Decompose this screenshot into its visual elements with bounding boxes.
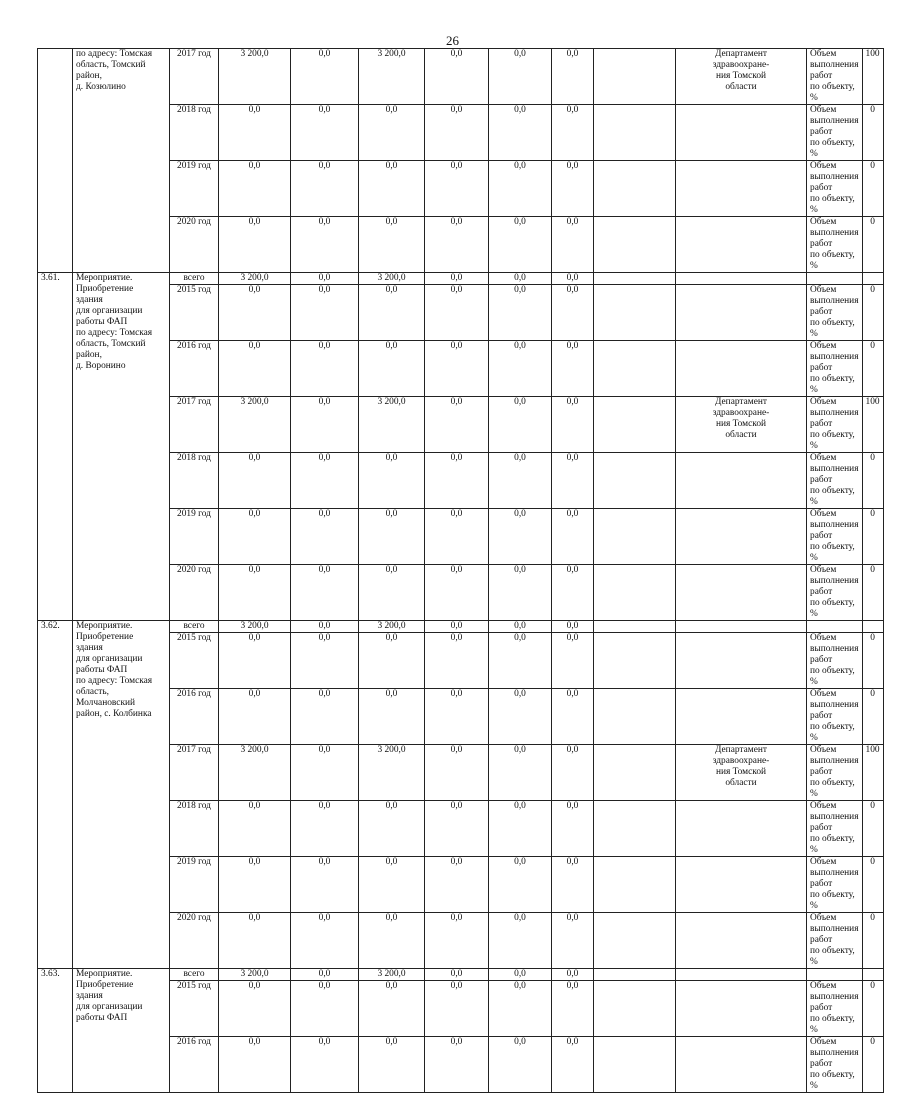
indicator-value-cell <box>862 969 883 981</box>
offbudget-cell: 0,0 <box>489 273 552 285</box>
department-cell <box>676 161 807 217</box>
local-cell: 0,0 <box>425 397 489 453</box>
department-cell <box>676 105 807 161</box>
indicator-cell: Объем выполнения работ по объекту, % <box>807 397 863 453</box>
other-cell: 0,0 <box>552 509 594 565</box>
total-cell: 0,0 <box>219 981 291 1037</box>
regional-cell: 0,0 <box>359 801 425 857</box>
regional-cell: 0,0 <box>359 453 425 509</box>
period-cell: 2019 год <box>170 509 219 565</box>
federal-cell: 0,0 <box>291 621 359 633</box>
spacer-cell <box>594 273 676 285</box>
period-cell: 2020 год <box>170 913 219 969</box>
offbudget-cell: 0,0 <box>489 621 552 633</box>
local-cell: 0,0 <box>425 49 489 105</box>
department-cell: Департамент здравоохране- ния Томской области <box>676 745 807 801</box>
spacer-cell <box>594 621 676 633</box>
period-cell: 2016 год <box>170 1037 219 1093</box>
federal-cell: 0,0 <box>291 161 359 217</box>
offbudget-cell: 0,0 <box>489 341 552 397</box>
department-cell <box>676 913 807 969</box>
item-description: Мероприятие. Приобретение здания для организации работы ФАП <box>73 969 170 1093</box>
indicator-cell: Объем выполнения работ по объекту, % <box>807 285 863 341</box>
period-cell: 2017 год <box>170 745 219 801</box>
period-cell: 2018 год <box>170 801 219 857</box>
local-cell: 0,0 <box>425 621 489 633</box>
offbudget-cell: 0,0 <box>489 161 552 217</box>
local-cell: 0,0 <box>425 857 489 913</box>
offbudget-cell: 0,0 <box>489 453 552 509</box>
spacer-cell <box>594 217 676 273</box>
indicator-value-cell: 0 <box>862 801 883 857</box>
other-cell: 0,0 <box>552 565 594 621</box>
total-cell: 0,0 <box>219 453 291 509</box>
item-description: Мероприятие. Приобретение здания для организации работы ФАП по адресу: Томская область, Томский район, д. Воронино <box>73 273 170 621</box>
indicator-value-cell: 100 <box>862 49 883 105</box>
local-cell: 0,0 <box>425 105 489 161</box>
regional-cell: 0,0 <box>359 285 425 341</box>
offbudget-cell: 0,0 <box>489 913 552 969</box>
spacer-cell <box>594 745 676 801</box>
offbudget-cell: 0,0 <box>489 509 552 565</box>
federal-cell: 0,0 <box>291 745 359 801</box>
department-cell <box>676 801 807 857</box>
period-cell: всего <box>170 969 219 981</box>
indicator-value-cell: 0 <box>862 857 883 913</box>
indicator-cell <box>807 621 863 633</box>
spacer-cell <box>594 801 676 857</box>
table-row <box>38 969 884 981</box>
page-number: 26 <box>446 33 459 48</box>
indicator-cell: Объем выполнения работ по объекту, % <box>807 509 863 565</box>
spacer-cell <box>594 565 676 621</box>
indicator-value-cell: 0 <box>862 1037 883 1093</box>
department-cell <box>676 217 807 273</box>
regional-cell: 3 200,0 <box>359 969 425 981</box>
offbudget-cell: 0,0 <box>489 969 552 981</box>
federal-cell: 0,0 <box>291 453 359 509</box>
federal-cell: 0,0 <box>291 633 359 689</box>
local-cell: 0,0 <box>425 981 489 1037</box>
indicator-value-cell: 0 <box>862 105 883 161</box>
regional-cell: 3 200,0 <box>359 273 425 285</box>
regional-cell: 0,0 <box>359 105 425 161</box>
spacer-cell <box>594 913 676 969</box>
offbudget-cell: 0,0 <box>489 801 552 857</box>
period-cell: 2020 год <box>170 565 219 621</box>
regional-cell: 0,0 <box>359 1037 425 1093</box>
period-cell: 2018 год <box>170 453 219 509</box>
local-cell: 0,0 <box>425 161 489 217</box>
regional-cell: 0,0 <box>359 633 425 689</box>
regional-cell: 0,0 <box>359 161 425 217</box>
total-cell: 0,0 <box>219 689 291 745</box>
item-number: 3.61. <box>38 273 73 621</box>
offbudget-cell: 0,0 <box>489 565 552 621</box>
table-row <box>38 273 884 285</box>
local-cell: 0,0 <box>425 689 489 745</box>
indicator-value-cell: 0 <box>862 217 883 273</box>
indicator-cell: Объем выполнения работ по объекту, % <box>807 105 863 161</box>
spacer-cell <box>594 453 676 509</box>
other-cell: 0,0 <box>552 49 594 105</box>
other-cell: 0,0 <box>552 745 594 801</box>
period-cell: 2017 год <box>170 49 219 105</box>
spacer-cell <box>594 1037 676 1093</box>
regional-cell: 3 200,0 <box>359 621 425 633</box>
department-cell <box>676 1037 807 1093</box>
other-cell: 0,0 <box>552 217 594 273</box>
other-cell: 0,0 <box>552 161 594 217</box>
total-cell: 3 200,0 <box>219 621 291 633</box>
item-number <box>38 49 73 273</box>
federal-cell: 0,0 <box>291 689 359 745</box>
indicator-cell: Объем выполнения работ по объекту, % <box>807 981 863 1037</box>
period-cell: всего <box>170 621 219 633</box>
indicator-value-cell: 0 <box>862 913 883 969</box>
total-cell: 0,0 <box>219 341 291 397</box>
regional-cell: 3 200,0 <box>359 745 425 801</box>
offbudget-cell: 0,0 <box>489 105 552 161</box>
indicator-value-cell: 0 <box>862 633 883 689</box>
federal-cell: 0,0 <box>291 397 359 453</box>
spacer-cell <box>594 857 676 913</box>
other-cell: 0,0 <box>552 621 594 633</box>
item-description: Мероприятие. Приобретение здания для организации работы ФАП по адресу: Томская область, Молчановский район, с. Колбинка <box>73 621 170 969</box>
federal-cell: 0,0 <box>291 1037 359 1093</box>
total-cell: 0,0 <box>219 161 291 217</box>
table-row <box>38 621 884 633</box>
federal-cell: 0,0 <box>291 285 359 341</box>
period-cell: 2018 год <box>170 105 219 161</box>
spacer-cell <box>594 981 676 1037</box>
department-cell <box>676 273 807 285</box>
period-cell: 2019 год <box>170 857 219 913</box>
table-body <box>38 49 884 1093</box>
federal-cell: 0,0 <box>291 105 359 161</box>
department-cell <box>676 341 807 397</box>
total-cell: 0,0 <box>219 633 291 689</box>
other-cell: 0,0 <box>552 273 594 285</box>
total-cell: 0,0 <box>219 285 291 341</box>
federal-cell: 0,0 <box>291 969 359 981</box>
spacer-cell <box>594 341 676 397</box>
federal-cell: 0,0 <box>291 857 359 913</box>
total-cell: 0,0 <box>219 857 291 913</box>
total-cell: 0,0 <box>219 913 291 969</box>
spacer-cell <box>594 49 676 105</box>
local-cell: 0,0 <box>425 453 489 509</box>
federal-cell: 0,0 <box>291 273 359 285</box>
other-cell: 0,0 <box>552 981 594 1037</box>
program-table <box>37 48 884 1093</box>
spacer-cell <box>594 969 676 981</box>
department-cell <box>676 509 807 565</box>
regional-cell: 3 200,0 <box>359 49 425 105</box>
spacer-cell <box>594 633 676 689</box>
total-cell: 3 200,0 <box>219 273 291 285</box>
offbudget-cell: 0,0 <box>489 397 552 453</box>
indicator-cell: Объем выполнения работ по объекту, % <box>807 857 863 913</box>
period-cell: 2015 год <box>170 981 219 1037</box>
regional-cell: 0,0 <box>359 341 425 397</box>
other-cell: 0,0 <box>552 689 594 745</box>
department-cell <box>676 689 807 745</box>
indicator-value-cell: 0 <box>862 453 883 509</box>
department-cell: Департамент здравоохране- ния Томской области <box>676 49 807 105</box>
period-cell: 2019 год <box>170 161 219 217</box>
indicator-cell: Объем выполнения работ по объекту, % <box>807 633 863 689</box>
other-cell: 0,0 <box>552 1037 594 1093</box>
indicator-value-cell: 0 <box>862 565 883 621</box>
federal-cell: 0,0 <box>291 217 359 273</box>
other-cell: 0,0 <box>552 285 594 341</box>
regional-cell: 0,0 <box>359 981 425 1037</box>
period-cell: 2016 год <box>170 341 219 397</box>
total-cell: 3 200,0 <box>219 49 291 105</box>
department-cell <box>676 453 807 509</box>
indicator-cell: Объем выполнения работ по объекту, % <box>807 217 863 273</box>
spacer-cell <box>594 689 676 745</box>
local-cell: 0,0 <box>425 801 489 857</box>
local-cell: 0,0 <box>425 285 489 341</box>
federal-cell: 0,0 <box>291 801 359 857</box>
indicator-value-cell: 0 <box>862 341 883 397</box>
local-cell: 0,0 <box>425 565 489 621</box>
indicator-value-cell: 100 <box>862 745 883 801</box>
regional-cell: 0,0 <box>359 913 425 969</box>
other-cell: 0,0 <box>552 453 594 509</box>
other-cell: 0,0 <box>552 341 594 397</box>
indicator-value-cell: 100 <box>862 397 883 453</box>
department-cell: Департамент здравоохране- ния Томской области <box>676 397 807 453</box>
federal-cell: 0,0 <box>291 509 359 565</box>
indicator-value-cell: 0 <box>862 161 883 217</box>
regional-cell: 0,0 <box>359 689 425 745</box>
spacer-cell <box>594 397 676 453</box>
local-cell: 0,0 <box>425 969 489 981</box>
spacer-cell <box>594 285 676 341</box>
other-cell: 0,0 <box>552 913 594 969</box>
indicator-cell <box>807 969 863 981</box>
indicator-cell: Объем выполнения работ по объекту, % <box>807 801 863 857</box>
local-cell: 0,0 <box>425 745 489 801</box>
total-cell: 0,0 <box>219 217 291 273</box>
local-cell: 0,0 <box>425 341 489 397</box>
indicator-cell: Объем выполнения работ по объекту, % <box>807 161 863 217</box>
total-cell: 0,0 <box>219 509 291 565</box>
offbudget-cell: 0,0 <box>489 689 552 745</box>
period-cell: 2017 год <box>170 397 219 453</box>
indicator-cell: Объем выполнения работ по объекту, % <box>807 689 863 745</box>
local-cell: 0,0 <box>425 509 489 565</box>
local-cell: 0,0 <box>425 913 489 969</box>
spacer-cell <box>594 161 676 217</box>
department-cell <box>676 285 807 341</box>
indicator-cell: Объем выполнения работ по объекту, % <box>807 745 863 801</box>
regional-cell: 3 200,0 <box>359 397 425 453</box>
period-cell: 2016 год <box>170 689 219 745</box>
item-description: по адресу: Томская область, Томский район, д. Козюлино <box>73 49 170 273</box>
indicator-cell: Объем выполнения работ по объекту, % <box>807 1037 863 1093</box>
period-cell: всего <box>170 273 219 285</box>
item-number: 3.62. <box>38 621 73 969</box>
federal-cell: 0,0 <box>291 49 359 105</box>
department-cell <box>676 633 807 689</box>
total-cell: 3 200,0 <box>219 745 291 801</box>
offbudget-cell: 0,0 <box>489 633 552 689</box>
indicator-cell: Объем выполнения работ по объекту, % <box>807 49 863 105</box>
other-cell: 0,0 <box>552 969 594 981</box>
regional-cell: 0,0 <box>359 217 425 273</box>
other-cell: 0,0 <box>552 397 594 453</box>
department-cell <box>676 857 807 913</box>
period-cell: 2015 год <box>170 633 219 689</box>
other-cell: 0,0 <box>552 633 594 689</box>
period-cell: 2020 год <box>170 217 219 273</box>
department-cell <box>676 621 807 633</box>
department-cell <box>676 981 807 1037</box>
offbudget-cell: 0,0 <box>489 857 552 913</box>
spacer-cell <box>594 509 676 565</box>
local-cell: 0,0 <box>425 1037 489 1093</box>
indicator-cell: Объем выполнения работ по объекту, % <box>807 913 863 969</box>
total-cell: 3 200,0 <box>219 397 291 453</box>
federal-cell: 0,0 <box>291 913 359 969</box>
indicator-cell: Объем выполнения работ по объекту, % <box>807 453 863 509</box>
local-cell: 0,0 <box>425 633 489 689</box>
item-number: 3.63. <box>38 969 73 1093</box>
regional-cell: 0,0 <box>359 857 425 913</box>
local-cell: 0,0 <box>425 273 489 285</box>
offbudget-cell: 0,0 <box>489 1037 552 1093</box>
federal-cell: 0,0 <box>291 341 359 397</box>
indicator-value-cell: 0 <box>862 509 883 565</box>
total-cell: 0,0 <box>219 565 291 621</box>
offbudget-cell: 0,0 <box>489 285 552 341</box>
indicator-cell: Объем выполнения работ по объекту, % <box>807 565 863 621</box>
offbudget-cell: 0,0 <box>489 745 552 801</box>
department-cell <box>676 565 807 621</box>
indicator-value-cell <box>862 621 883 633</box>
indicator-value-cell: 0 <box>862 285 883 341</box>
indicator-value-cell: 0 <box>862 981 883 1037</box>
total-cell: 0,0 <box>219 801 291 857</box>
offbudget-cell: 0,0 <box>489 217 552 273</box>
federal-cell: 0,0 <box>291 565 359 621</box>
other-cell: 0,0 <box>552 801 594 857</box>
local-cell: 0,0 <box>425 217 489 273</box>
spacer-cell <box>594 105 676 161</box>
regional-cell: 0,0 <box>359 565 425 621</box>
other-cell: 0,0 <box>552 105 594 161</box>
total-cell: 0,0 <box>219 105 291 161</box>
offbudget-cell: 0,0 <box>489 981 552 1037</box>
department-cell <box>676 969 807 981</box>
total-cell: 3 200,0 <box>219 969 291 981</box>
offbudget-cell: 0,0 <box>489 49 552 105</box>
indicator-cell: Объем выполнения работ по объекту, % <box>807 341 863 397</box>
table-row <box>38 49 884 105</box>
indicator-value-cell: 0 <box>862 689 883 745</box>
period-cell: 2015 год <box>170 285 219 341</box>
federal-cell: 0,0 <box>291 981 359 1037</box>
total-cell: 0,0 <box>219 1037 291 1093</box>
other-cell: 0,0 <box>552 857 594 913</box>
indicator-cell <box>807 273 863 285</box>
regional-cell: 0,0 <box>359 509 425 565</box>
indicator-value-cell <box>862 273 883 285</box>
